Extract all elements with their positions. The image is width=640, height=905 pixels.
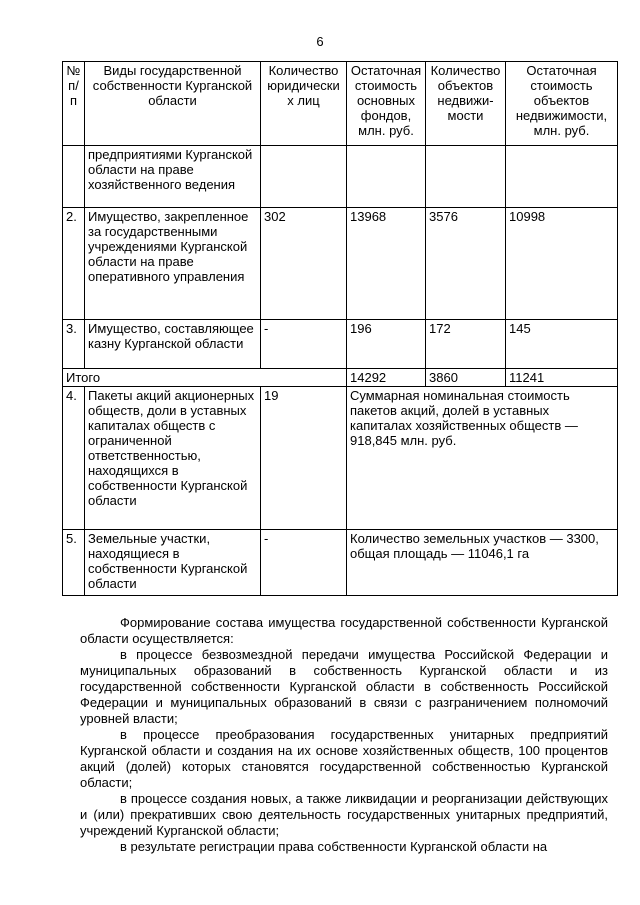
table-header-row <box>63 62 618 146</box>
header-realty-count: Количество объектов недвижи-мости <box>426 62 506 146</box>
header-count: Количество юридических лиц <box>261 62 347 146</box>
cell-kind: Имущество, закрепленное за государственными учреждениями Курганской области на праве оперативного управления <box>85 208 261 320</box>
table-row <box>63 146 618 208</box>
cell-shares-note: Суммарная номинальная стоимость пакетов акций, долей в уставных капиталах хозяйственных обществ — 918,845 млн. руб. <box>347 387 618 530</box>
cell-land-note: Количество земельных участков — 3300, общая площадь — 11046,1 га <box>347 530 618 596</box>
cell-kind: Земельные участки, находящиеся в собственности Курганской области <box>85 530 261 596</box>
cell-count: 19 <box>261 387 347 530</box>
cell-num: 3. <box>63 320 85 369</box>
cell-num: 5. <box>63 530 85 596</box>
table-row <box>63 530 618 596</box>
cell-realty-value <box>506 146 618 208</box>
cell-realty <box>426 146 506 208</box>
cell-count: - <box>261 530 347 596</box>
table-row <box>63 208 618 320</box>
total-label: Итого <box>63 369 347 387</box>
table-total-row <box>63 369 618 387</box>
cell-kind: Имущество, составляющее казну Курганской области <box>85 320 261 369</box>
paragraph: в процессе безвозмездной передачи имущества Российской Федерации и муниципальных образований в собственность Курганской области и из государственной собственности Курганской области в собственность Российской Федерации и муниципальных образований в связи с разграничением полномочий уровней власти; <box>80 647 608 726</box>
cell-funds: 196 <box>347 320 426 369</box>
table-row <box>63 320 618 369</box>
page-number: 6 <box>316 34 324 49</box>
cell-num: 4. <box>63 387 85 530</box>
cell-num <box>63 146 85 208</box>
total-realty: 3860 <box>426 369 506 387</box>
cell-realty-value: 10998 <box>506 208 618 320</box>
total-realty-value: 11241 <box>506 369 618 387</box>
table-row <box>63 387 618 530</box>
cell-realty: 172 <box>426 320 506 369</box>
paragraph: Формирование состава имущества государственной собственности Курганской области осуществляется: <box>80 615 608 646</box>
property-table <box>62 61 618 596</box>
paragraph: в процессе преобразования государственных унитарных предприятий Курганской области и создания на их основе хозяйственных обществ, 100 процентов акций (долей) которых становятся государственной собственностью Курганской области; <box>80 727 608 790</box>
cell-kind: Пакеты акций акционерных обществ, доли в уставных капиталах обществ с ограниченной ответственностью, находящихся в собственности Курганской области <box>85 387 261 530</box>
cell-count: - <box>261 320 347 369</box>
header-residual-funds: Остаточная стоимость основных фондов, млн. руб. <box>347 62 426 146</box>
header-kind: Виды государственной собственности Курганской области <box>85 62 261 146</box>
cell-count <box>261 146 347 208</box>
paragraph: в результате регистрации права собственности Курганской области на <box>120 839 548 854</box>
header-num: № п/п <box>63 62 85 146</box>
header-residual-realty: Остаточная стоимость объектов недвижимости, млн. руб. <box>506 62 618 146</box>
cell-funds <box>347 146 426 208</box>
total-funds: 14292 <box>347 369 426 387</box>
cell-num: 2. <box>63 208 85 320</box>
cell-realty: 3576 <box>426 208 506 320</box>
cell-count: 302 <box>261 208 347 320</box>
body-text <box>80 615 608 855</box>
cell-funds: 13968 <box>347 208 426 320</box>
cell-realty-value: 145 <box>506 320 618 369</box>
paragraph: в процессе создания новых, а также ликвидации и реорганизации действующих и (или) прекративших свою деятельность государственных унитарных предприятий, учреждений Курганской области; <box>80 791 608 838</box>
cell-kind: предприятиями Курганской области на праве хозяйственного ведения <box>85 146 261 208</box>
